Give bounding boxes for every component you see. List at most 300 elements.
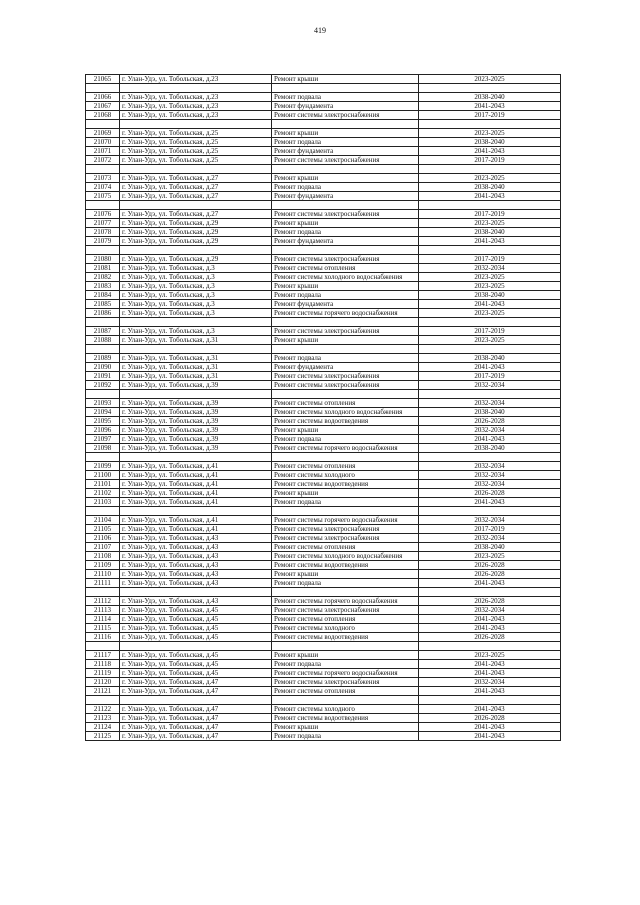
row-id: 21083 (86, 282, 120, 291)
row-work: Ремонт системы электроснабжения (272, 327, 419, 336)
row-period: 2041-2043 (419, 192, 561, 201)
row-work: Ремонт системы холодного (272, 624, 419, 633)
spacer-cell (272, 696, 419, 705)
table-row (86, 480, 561, 489)
row-id: 21097 (86, 435, 120, 444)
row-address: г. Улан-Удэ, ул. Тобольская, д.25 (120, 156, 272, 165)
table-row (86, 327, 561, 336)
spacer-cell (120, 390, 272, 399)
row-id: 21113 (86, 606, 120, 615)
table-row (86, 426, 561, 435)
row-work: Ремонт подвала (272, 498, 419, 507)
table-row (86, 354, 561, 363)
row-work: Ремонт системы горячего водоснабжения (272, 309, 419, 318)
row-address: г. Улан-Удэ, ул. Тобольская, д.41 (120, 525, 272, 534)
table-row (86, 471, 561, 480)
table-row (86, 435, 561, 444)
spacer-cell (86, 642, 120, 651)
table-row (86, 462, 561, 471)
row-id: 21121 (86, 687, 120, 696)
spacer-row (86, 696, 561, 705)
table-row (86, 237, 561, 246)
row-address: г. Улан-Удэ, ул. Тобольская, д.41 (120, 489, 272, 498)
row-address: г. Улан-Удэ, ул. Тобольская, д.39 (120, 426, 272, 435)
row-period: 2032-2034 (419, 480, 561, 489)
row-period: 2017-2019 (419, 327, 561, 336)
table-row (86, 525, 561, 534)
row-period: 2038-2040 (419, 354, 561, 363)
row-work: Ремонт фундамента (272, 192, 419, 201)
row-address: г. Улан-Удэ, ул. Тобольская, д.45 (120, 624, 272, 633)
row-period: 2041-2043 (419, 615, 561, 624)
row-work: Ремонт крыши (272, 489, 419, 498)
row-address: г. Улан-Удэ, ул. Тобольская, д.25 (120, 138, 272, 147)
table-row (86, 606, 561, 615)
row-address: г. Улан-Удэ, ул. Тобольская, д.23 (120, 102, 272, 111)
spacer-cell (120, 642, 272, 651)
row-id: 21066 (86, 93, 120, 102)
spacer-cell (120, 318, 272, 327)
spacer-cell (120, 165, 272, 174)
row-id: 21104 (86, 516, 120, 525)
row-period: 2032-2034 (419, 516, 561, 525)
row-period: 2032-2034 (419, 399, 561, 408)
table-row (86, 291, 561, 300)
table-row (86, 138, 561, 147)
spacer-cell (86, 84, 120, 93)
row-period: 2017-2019 (419, 111, 561, 120)
row-period: 2023-2025 (419, 273, 561, 282)
row-period: 2026-2028 (419, 633, 561, 642)
table-row (86, 678, 561, 687)
row-period: 2026-2028 (419, 417, 561, 426)
row-id: 21109 (86, 561, 120, 570)
row-address: г. Улан-Удэ, ул. Тобольская, д.45 (120, 606, 272, 615)
row-work: Ремонт крыши (272, 570, 419, 579)
table-row (86, 615, 561, 624)
row-id: 21117 (86, 651, 120, 660)
row-work: Ремонт системы горячего водоснабжения (272, 516, 419, 525)
row-address: г. Улан-Удэ, ул. Тобольская, д.23 (120, 93, 272, 102)
row-period: 2017-2019 (419, 525, 561, 534)
row-address: г. Улан-Удэ, ул. Тобольская, д.45 (120, 651, 272, 660)
row-work: Ремонт системы электроснабжения (272, 678, 419, 687)
row-address: г. Улан-Удэ, ул. Тобольская, д.43 (120, 552, 272, 561)
spacer-cell (419, 390, 561, 399)
table-body (86, 75, 561, 741)
spacer-cell (272, 390, 419, 399)
row-id: 21119 (86, 669, 120, 678)
row-work: Ремонт подвала (272, 93, 419, 102)
table-row (86, 417, 561, 426)
spacer-cell (419, 642, 561, 651)
row-address: г. Улан-Удэ, ул. Тобольская, д.39 (120, 444, 272, 453)
row-period: 2023-2025 (419, 336, 561, 345)
row-id: 21081 (86, 264, 120, 273)
row-address: г. Улан-Удэ, ул. Тобольская, д.29 (120, 219, 272, 228)
table-row (86, 732, 561, 741)
table-row (86, 714, 561, 723)
table-row (86, 669, 561, 678)
row-work: Ремонт системы водоотведения (272, 633, 419, 642)
row-address: г. Улан-Удэ, ул. Тобольская, д.45 (120, 633, 272, 642)
table-row (86, 489, 561, 498)
row-address: г. Улан-Удэ, ул. Тобольская, д.41 (120, 498, 272, 507)
row-id: 21096 (86, 426, 120, 435)
table-row (86, 219, 561, 228)
row-period: 2038-2040 (419, 543, 561, 552)
spacer-row (86, 246, 561, 255)
row-work: Ремонт системы горячего водоснабжения (272, 597, 419, 606)
table-row (86, 228, 561, 237)
row-work: Ремонт системы электроснабжения (272, 372, 419, 381)
row-id: 21080 (86, 255, 120, 264)
spacer-row (86, 345, 561, 354)
row-id: 21082 (86, 273, 120, 282)
spacer-cell (419, 588, 561, 597)
row-period: 2023-2025 (419, 219, 561, 228)
row-id: 21118 (86, 660, 120, 669)
spacer-row (86, 165, 561, 174)
row-id: 21116 (86, 633, 120, 642)
spacer-cell (120, 696, 272, 705)
spacer-cell (272, 642, 419, 651)
row-id: 21074 (86, 183, 120, 192)
row-period: 2026-2028 (419, 489, 561, 498)
row-id: 21065 (86, 75, 120, 84)
row-work: Ремонт подвала (272, 291, 419, 300)
table-row (86, 129, 561, 138)
row-work: Ремонт подвала (272, 228, 419, 237)
table-row (86, 444, 561, 453)
spacer-cell (272, 318, 419, 327)
row-work: Ремонт крыши (272, 336, 419, 345)
row-work: Ремонт системы холодного водоснабжения (272, 408, 419, 417)
spacer-cell (272, 120, 419, 129)
spacer-row (86, 642, 561, 651)
row-period: 2032-2034 (419, 606, 561, 615)
table-row (86, 282, 561, 291)
page-number: 419 (314, 26, 326, 35)
spacer-cell (86, 120, 120, 129)
row-address: г. Улан-Удэ, ул. Тобольская, д.45 (120, 615, 272, 624)
row-period: 2041-2043 (419, 435, 561, 444)
row-id: 21088 (86, 336, 120, 345)
row-address: г. Улан-Удэ, ул. Тобольская, д.31 (120, 363, 272, 372)
row-period: 2026-2028 (419, 597, 561, 606)
spacer-cell (86, 165, 120, 174)
row-address: г. Улан-Удэ, ул. Тобольская, д.25 (120, 147, 272, 156)
row-period: 2038-2040 (419, 408, 561, 417)
row-work: Ремонт системы холодного водоснабжения (272, 552, 419, 561)
spacer-cell (272, 345, 419, 354)
spacer-cell (272, 507, 419, 516)
row-work: Ремонт системы водоотведения (272, 480, 419, 489)
table-row (86, 723, 561, 732)
row-id: 21110 (86, 570, 120, 579)
spacer-cell (120, 246, 272, 255)
row-work: Ремонт фундамента (272, 147, 419, 156)
row-period: 2017-2019 (419, 210, 561, 219)
row-period: 2041-2043 (419, 300, 561, 309)
row-period: 2032-2034 (419, 471, 561, 480)
row-period: 2032-2034 (419, 678, 561, 687)
row-work: Ремонт системы электроснабжения (272, 210, 419, 219)
row-period: 2032-2034 (419, 462, 561, 471)
row-id: 21124 (86, 723, 120, 732)
row-address: г. Улан-Удэ, ул. Тобольская, д.27 (120, 192, 272, 201)
row-id: 21075 (86, 192, 120, 201)
row-work: Ремонт системы водоотведения (272, 561, 419, 570)
row-work: Ремонт системы отопления (272, 687, 419, 696)
row-address: г. Улан-Удэ, ул. Тобольская, д.45 (120, 669, 272, 678)
row-work: Ремонт системы электроснабжения (272, 606, 419, 615)
row-id: 21122 (86, 705, 120, 714)
row-id: 21072 (86, 156, 120, 165)
row-id: 21073 (86, 174, 120, 183)
row-work: Ремонт подвала (272, 435, 419, 444)
table-row (86, 300, 561, 309)
row-period: 2017-2019 (419, 372, 561, 381)
row-work: Ремонт крыши (272, 75, 419, 84)
row-period: 2032-2034 (419, 264, 561, 273)
row-period: 2041-2043 (419, 660, 561, 669)
table-row (86, 264, 561, 273)
row-id: 21107 (86, 543, 120, 552)
row-id: 21098 (86, 444, 120, 453)
row-work: Ремонт крыши (272, 426, 419, 435)
row-id: 21102 (86, 489, 120, 498)
spacer-cell (419, 201, 561, 210)
row-address: г. Улан-Удэ, ул. Тобольская, д.39 (120, 408, 272, 417)
row-period: 2041-2043 (419, 237, 561, 246)
row-address: г. Улан-Удэ, ул. Тобольская, д.47 (120, 723, 272, 732)
row-period: 2041-2043 (419, 624, 561, 633)
row-address: г. Улан-Удэ, ул. Тобольская, д.3 (120, 300, 272, 309)
row-work: Ремонт крыши (272, 723, 419, 732)
table-row (86, 651, 561, 660)
row-period: 2023-2025 (419, 282, 561, 291)
spacer-cell (120, 507, 272, 516)
row-work: Ремонт системы холодного водоснабжения (272, 273, 419, 282)
row-id: 21101 (86, 480, 120, 489)
table-row (86, 381, 561, 390)
row-address: г. Улан-Удэ, ул. Тобольская, д.3 (120, 273, 272, 282)
row-id: 21091 (86, 372, 120, 381)
row-id: 21077 (86, 219, 120, 228)
row-work: Ремонт системы электроснабжения (272, 525, 419, 534)
table-row (86, 660, 561, 669)
row-work: Ремонт системы электроснабжения (272, 156, 419, 165)
row-id: 21125 (86, 732, 120, 741)
row-work: Ремонт подвала (272, 183, 419, 192)
row-address: г. Улан-Удэ, ул. Тобольская, д.27 (120, 183, 272, 192)
row-address: г. Улан-Удэ, ул. Тобольская, д.3 (120, 327, 272, 336)
row-work: Ремонт системы электроснабжения (272, 111, 419, 120)
row-address: г. Улан-Удэ, ул. Тобольская, д.31 (120, 354, 272, 363)
row-address: г. Улан-Удэ, ул. Тобольская, д.43 (120, 579, 272, 588)
row-address: г. Улан-Удэ, ул. Тобольская, д.41 (120, 462, 272, 471)
row-address: г. Улан-Удэ, ул. Тобольская, д.39 (120, 417, 272, 426)
table-row (86, 174, 561, 183)
row-address: г. Улан-Удэ, ул. Тобольская, д.45 (120, 660, 272, 669)
spacer-cell (419, 345, 561, 354)
spacer-cell (272, 588, 419, 597)
row-work: Ремонт системы водоотведения (272, 417, 419, 426)
row-period: 2038-2040 (419, 444, 561, 453)
spacer-cell (419, 165, 561, 174)
table-row (86, 147, 561, 156)
spacer-cell (419, 453, 561, 462)
row-address: г. Улан-Удэ, ул. Тобольская, д.23 (120, 111, 272, 120)
row-period: 2038-2040 (419, 228, 561, 237)
row-id: 21068 (86, 111, 120, 120)
row-id: 21103 (86, 498, 120, 507)
row-period: 2023-2025 (419, 552, 561, 561)
row-period: 2038-2040 (419, 138, 561, 147)
row-work: Ремонт фундамента (272, 237, 419, 246)
row-address: г. Улан-Удэ, ул. Тобольская, д.31 (120, 372, 272, 381)
spacer-cell (272, 453, 419, 462)
row-address: г. Улан-Удэ, ул. Тобольская, д.47 (120, 687, 272, 696)
row-id: 21111 (86, 579, 120, 588)
row-id: 21095 (86, 417, 120, 426)
row-work: Ремонт системы горячего водоснабжения (272, 444, 419, 453)
table-row (86, 372, 561, 381)
spacer-cell (86, 246, 120, 255)
row-id: 21114 (86, 615, 120, 624)
row-address: г. Улан-Удэ, ул. Тобольская, д.43 (120, 570, 272, 579)
row-address: г. Улан-Удэ, ул. Тобольская, д.27 (120, 210, 272, 219)
row-address: г. Улан-Удэ, ул. Тобольская, д.25 (120, 129, 272, 138)
row-id: 21067 (86, 102, 120, 111)
row-work: Ремонт подвала (272, 579, 419, 588)
row-id: 21105 (86, 525, 120, 534)
row-id: 21071 (86, 147, 120, 156)
table-row (86, 336, 561, 345)
row-address: г. Улан-Удэ, ул. Тобольская, д.23 (120, 75, 272, 84)
row-work: Ремонт крыши (272, 282, 419, 291)
spacer-cell (120, 453, 272, 462)
row-work: Ремонт системы горячего водоснабжения (272, 669, 419, 678)
row-id: 21089 (86, 354, 120, 363)
spacer-row (86, 201, 561, 210)
table-row (86, 363, 561, 372)
row-address: г. Улан-Удэ, ул. Тобольская, д.41 (120, 480, 272, 489)
table-row (86, 561, 561, 570)
row-id: 21092 (86, 381, 120, 390)
row-period: 2041-2043 (419, 687, 561, 696)
row-period: 2041-2043 (419, 102, 561, 111)
row-address: г. Улан-Удэ, ул. Тобольская, д.47 (120, 732, 272, 741)
spacer-row (86, 390, 561, 399)
row-period: 2041-2043 (419, 579, 561, 588)
table-row (86, 255, 561, 264)
row-period: 2026-2028 (419, 570, 561, 579)
row-work: Ремонт фундамента (272, 300, 419, 309)
row-address: г. Улан-Удэ, ул. Тобольская, д.27 (120, 174, 272, 183)
row-work: Ремонт крыши (272, 129, 419, 138)
row-address: г. Улан-Удэ, ул. Тобольская, д.3 (120, 309, 272, 318)
spacer-cell (272, 84, 419, 93)
row-work: Ремонт системы холодного (272, 705, 419, 714)
spacer-row (86, 453, 561, 462)
row-period: 2041-2043 (419, 147, 561, 156)
table-row (86, 102, 561, 111)
table-row (86, 75, 561, 84)
spacer-cell (86, 588, 120, 597)
table-row (86, 597, 561, 606)
row-id: 21099 (86, 462, 120, 471)
spacer-cell (419, 120, 561, 129)
spacer-cell (419, 246, 561, 255)
row-address: г. Улан-Удэ, ул. Тобольская, д.39 (120, 435, 272, 444)
row-work: Ремонт фундамента (272, 102, 419, 111)
row-id: 21115 (86, 624, 120, 633)
spacer-cell (120, 120, 272, 129)
row-work: Ремонт подвала (272, 660, 419, 669)
row-id: 21112 (86, 597, 120, 606)
spacer-cell (419, 696, 561, 705)
spacer-cell (272, 201, 419, 210)
row-work: Ремонт системы отопления (272, 264, 419, 273)
row-id: 21123 (86, 714, 120, 723)
table-row (86, 516, 561, 525)
table-row (86, 687, 561, 696)
row-id: 21078 (86, 228, 120, 237)
row-id: 21069 (86, 129, 120, 138)
table-row (86, 624, 561, 633)
row-period: 2041-2043 (419, 498, 561, 507)
row-work: Ремонт крыши (272, 219, 419, 228)
table-row (86, 579, 561, 588)
table-row (86, 543, 561, 552)
spacer-cell (86, 345, 120, 354)
spacer-row (86, 318, 561, 327)
row-id: 21093 (86, 399, 120, 408)
row-work: Ремонт подвала (272, 138, 419, 147)
spacer-cell (86, 696, 120, 705)
table-row (86, 273, 561, 282)
row-id: 21070 (86, 138, 120, 147)
row-address: г. Улан-Удэ, ул. Тобольская, д.29 (120, 237, 272, 246)
row-id: 21085 (86, 300, 120, 309)
row-period: 2032-2034 (419, 381, 561, 390)
row-id: 21079 (86, 237, 120, 246)
row-period: 2041-2043 (419, 723, 561, 732)
spacer-row (86, 84, 561, 93)
spacer-cell (120, 588, 272, 597)
row-period: 2041-2043 (419, 705, 561, 714)
row-period: 2026-2028 (419, 561, 561, 570)
row-period: 2041-2043 (419, 669, 561, 678)
row-id: 21086 (86, 309, 120, 318)
row-id: 21090 (86, 363, 120, 372)
row-id: 21106 (86, 534, 120, 543)
spacer-cell (120, 84, 272, 93)
row-address: г. Улан-Удэ, ул. Тобольская, д.3 (120, 264, 272, 273)
row-id: 21087 (86, 327, 120, 336)
row-period: 2038-2040 (419, 93, 561, 102)
row-id: 21120 (86, 678, 120, 687)
table-row (86, 192, 561, 201)
row-period: 2023-2025 (419, 174, 561, 183)
row-id: 21076 (86, 210, 120, 219)
row-period: 2017-2019 (419, 156, 561, 165)
row-address: г. Улан-Удэ, ул. Тобольская, д.43 (120, 534, 272, 543)
table-row (86, 705, 561, 714)
spacer-cell (120, 201, 272, 210)
